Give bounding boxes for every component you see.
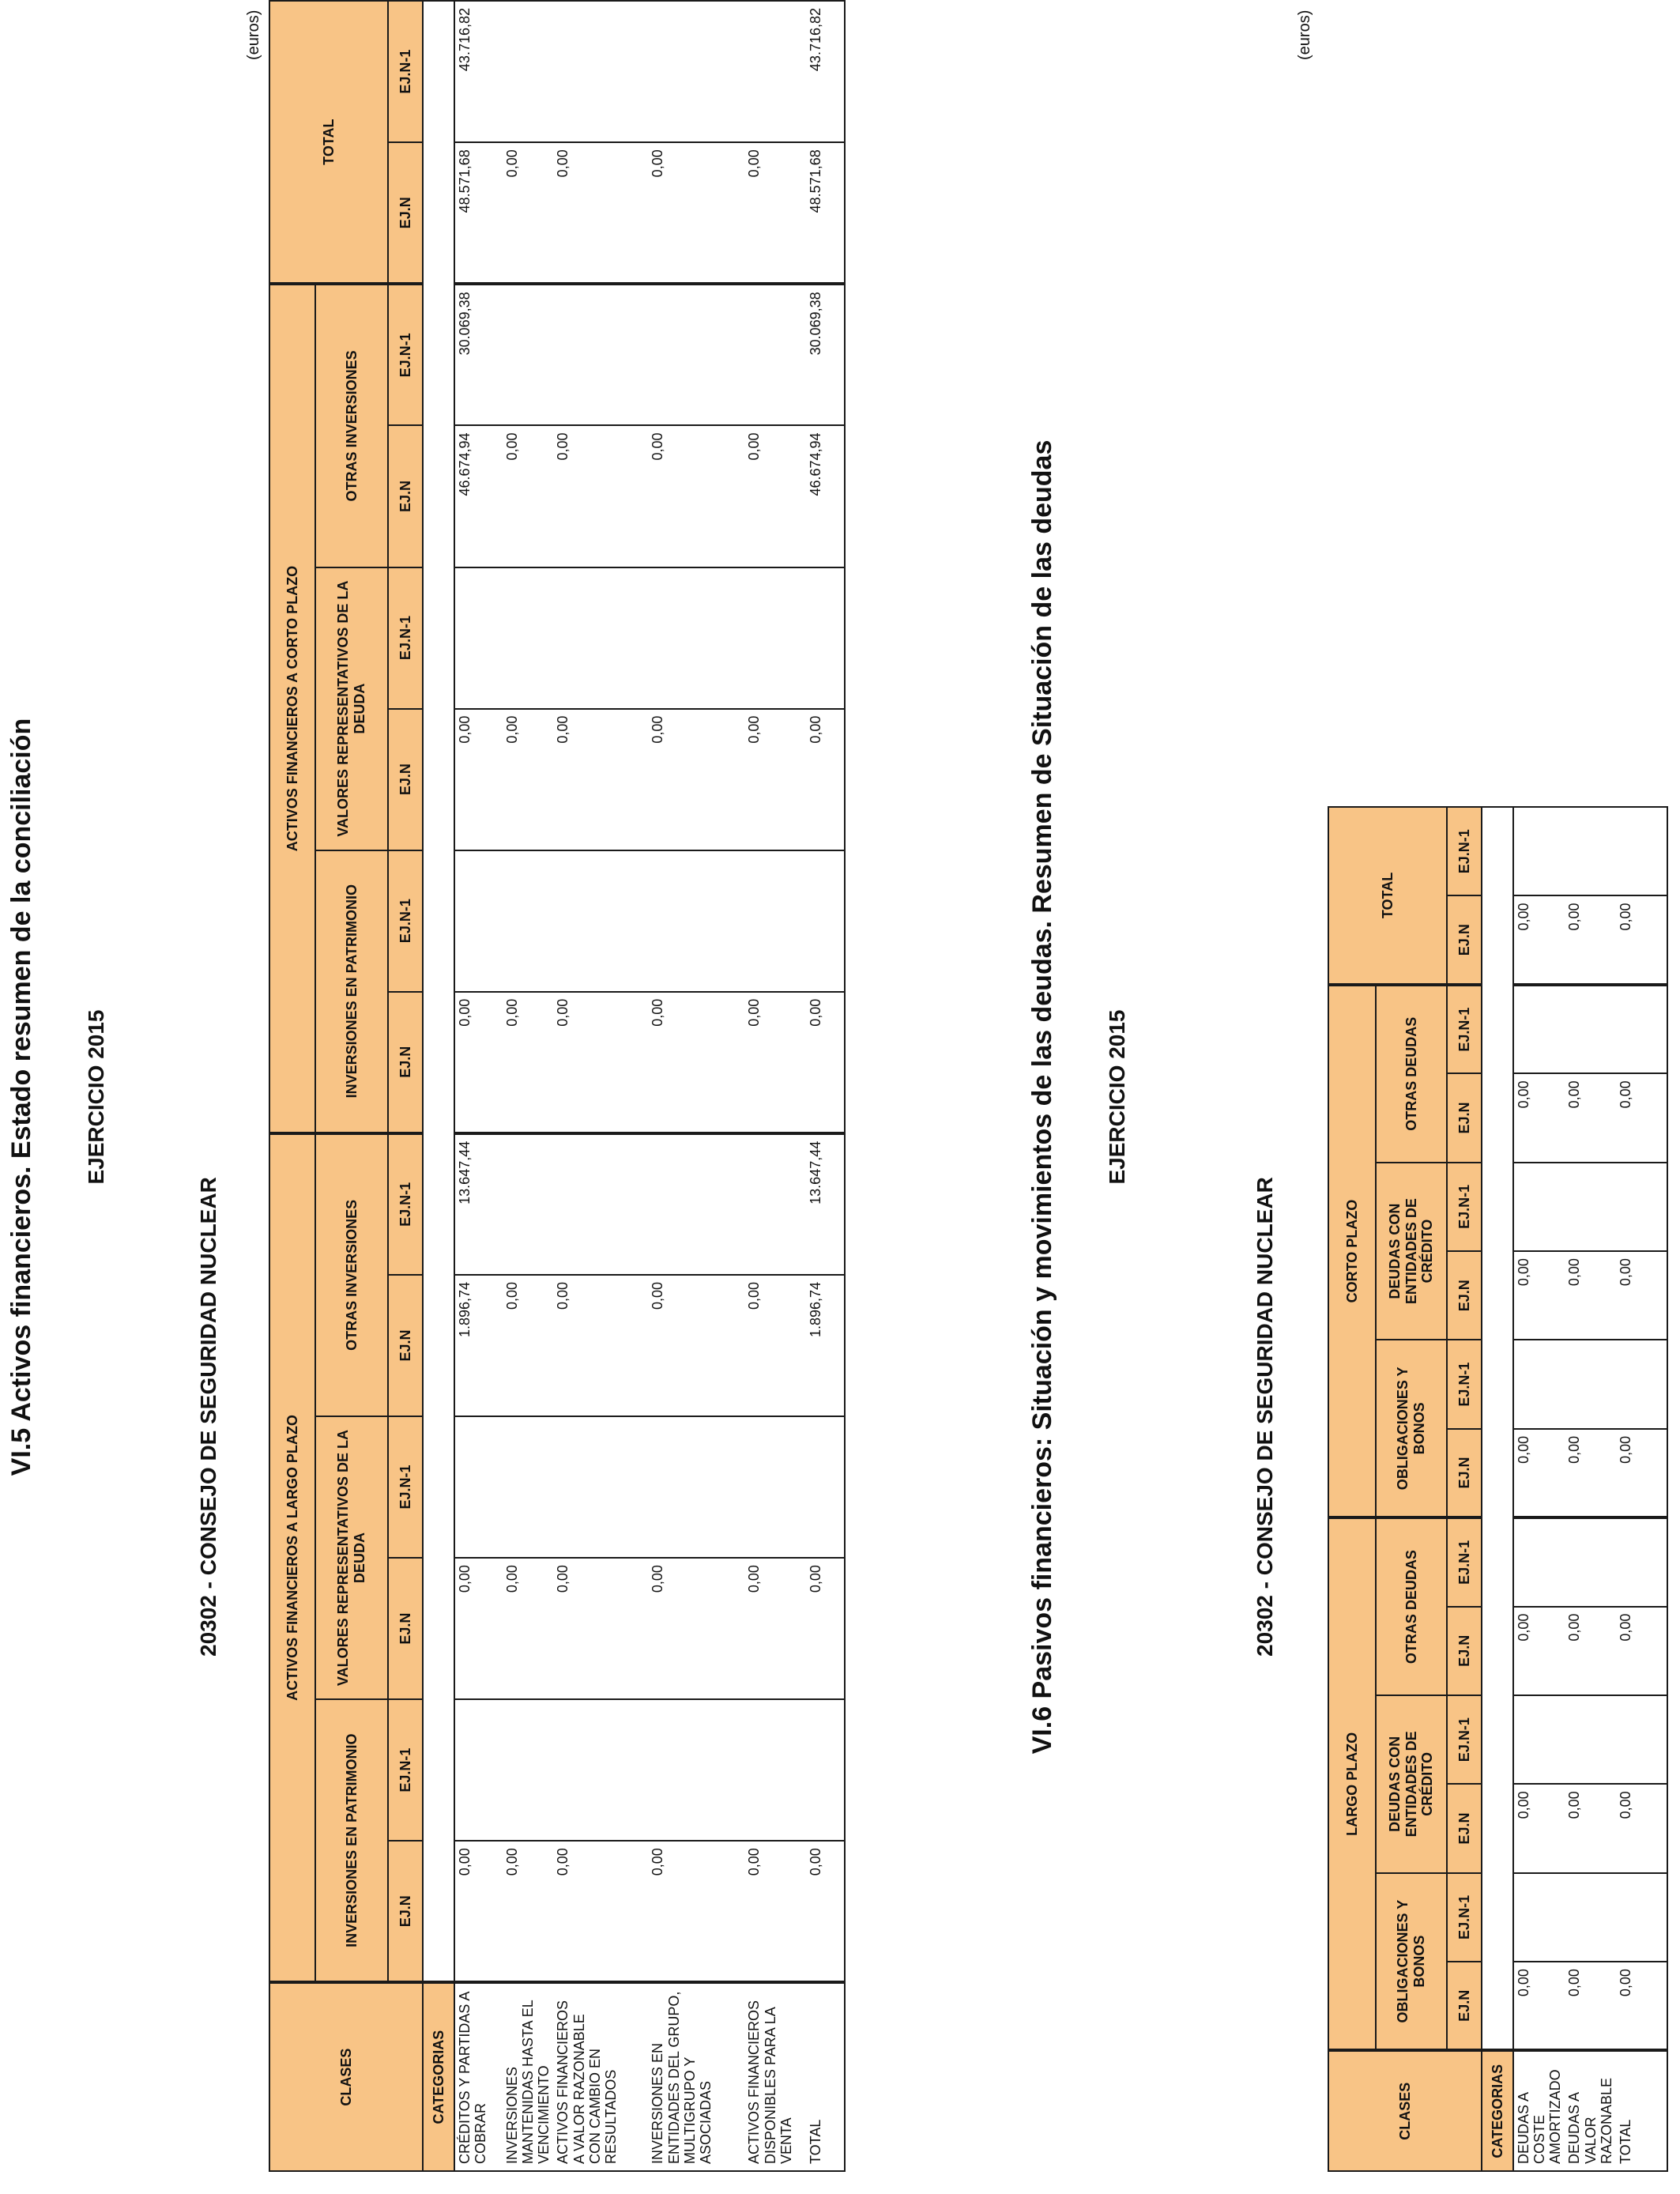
vi6-lp-group-3: OTRAS DEUDAS (1376, 1517, 1447, 1695)
value-cell: 0,00 (503, 1558, 553, 1699)
value-cell: 0,00 (744, 709, 806, 850)
value-cell: 1.896,74 (454, 1275, 503, 1416)
value-cell: 0,00 (1565, 1784, 1615, 1872)
value-cell: 0,00 (806, 992, 845, 1133)
value-cell (1565, 1695, 1615, 1784)
value-cell (503, 284, 553, 425)
vi5-categorias-header: CATEGORIAS (423, 1982, 454, 2171)
value-cell: 30.069,38 (806, 284, 845, 425)
vi6-header-spacer (1482, 807, 1513, 2050)
vi5-cp-group-1: INVERSIONES EN PATRIMONIO (315, 850, 388, 1133)
vi6-col-ejn1: EJ.N-1 (1447, 807, 1482, 896)
table-row (806, 1, 845, 2171)
value-cell (1513, 985, 1565, 1073)
value-cell (553, 1416, 648, 1558)
value-cell: 0,00 (1616, 1073, 1667, 1162)
vi6-units: (euros) (1296, 9, 1313, 60)
vi5-col-ejn1: EJ.N-1 (388, 567, 423, 709)
table-row (503, 1, 553, 2171)
value-cell: 0,00 (1616, 1607, 1667, 1695)
value-cell (1513, 1517, 1565, 1606)
value-cell (503, 567, 553, 709)
value-cell (1616, 1695, 1667, 1784)
vi6-col-ejn: EJ.N (1447, 1784, 1482, 1872)
value-cell (1513, 1695, 1565, 1784)
category-cell: TOTAL (806, 1982, 845, 2171)
vi5-lp-group-3: OTRAS INVERSIONES (315, 1133, 388, 1416)
value-cell (744, 1, 806, 142)
value-cell: 0,00 (553, 1275, 648, 1416)
category-cell: ACTIVOS FINANCIEROS DISPONIBLES PARA LA VENTA (744, 1982, 806, 2171)
value-cell: 0,00 (806, 1841, 845, 1982)
value-cell (1565, 1873, 1615, 1962)
value-cell: 0,00 (1565, 1607, 1615, 1695)
vi6-col-ejn1: EJ.N-1 (1447, 1873, 1482, 1962)
value-cell: 0,00 (648, 425, 744, 567)
value-cell (503, 1133, 553, 1275)
value-cell: 0,00 (553, 992, 648, 1133)
value-cell (806, 1699, 845, 1841)
value-cell: 0,00 (744, 425, 806, 567)
table-row (648, 1, 744, 2171)
vi6-cp-group-1: OBLIGACIONES Y BONOS (1376, 1340, 1447, 1517)
vi6-col-ejn1: EJ.N-1 (1447, 985, 1482, 1073)
value-cell (1513, 1340, 1565, 1428)
vi5-corto-plazo-header: ACTIVOS FINANCIEROS A CORTO PLAZO (269, 284, 315, 1133)
vi6-cp-group-3: OTRAS DEUDAS (1376, 985, 1447, 1163)
vi6-col-ejn1: EJ.N-1 (1447, 1517, 1482, 1606)
vi5-largo-plazo-header: ACTIVOS FINANCIEROS A LARGO PLAZO (269, 1133, 315, 1982)
vi6-entity: 20302 - CONSEJO DE SEGURIDAD NUCLEAR (1252, 1177, 1277, 1657)
vi6-col-ejn1: EJ.N-1 (1447, 1695, 1482, 1784)
category-cell: CRÉDITOS Y PARTIDAS A COBRAR (454, 1982, 503, 2171)
value-cell: 0,00 (503, 1841, 553, 1982)
vi5-col-ejn: EJ.N (388, 1275, 423, 1416)
value-cell: 0,00 (744, 1275, 806, 1416)
category-cell: INVERSIONES EN ENTIDADES DEL GRUPO, MULTIGRUPO Y ASOCIADAS (648, 1982, 744, 2171)
value-cell: 0,00 (553, 1841, 648, 1982)
vi5-col-ejn: EJ.N (388, 992, 423, 1133)
value-cell (648, 1416, 744, 1558)
value-cell (648, 284, 744, 425)
value-cell: 0,00 (1513, 1784, 1565, 1872)
value-cell (553, 1133, 648, 1275)
vi5-clases-header: CLASES (269, 1982, 423, 2171)
value-cell: 1.896,74 (806, 1275, 845, 1416)
value-cell: 0,00 (454, 709, 503, 850)
value-cell: 0,00 (1513, 1607, 1565, 1695)
value-cell (1513, 1873, 1565, 1962)
table-row (553, 1, 648, 2171)
vi5-col-ejn1: EJ.N-1 (388, 1699, 423, 1841)
vi6-ejercicio: EJERCICIO 2015 (1105, 1009, 1129, 1185)
vi6-col-ejn: EJ.N (1447, 1429, 1482, 1517)
vi5-cp-group-3: OTRAS INVERSIONES (315, 284, 388, 567)
value-cell (648, 1133, 744, 1275)
value-cell (1513, 1163, 1565, 1251)
vi6-col-ejn: EJ.N (1447, 896, 1482, 985)
value-cell: 0,00 (1616, 1251, 1667, 1340)
vi6-table-body (1513, 807, 1667, 2171)
value-cell: 0,00 (1513, 1073, 1565, 1162)
value-cell: 0,00 (503, 142, 553, 284)
value-cell (1565, 1517, 1615, 1606)
value-cell (744, 1416, 806, 1558)
value-cell: 0,00 (1565, 1429, 1615, 1517)
category-cell: TOTAL (1616, 2050, 1667, 2171)
value-cell: 0,00 (648, 1275, 744, 1416)
value-cell (553, 1699, 648, 1841)
value-cell: 0,00 (806, 1558, 845, 1699)
vi5-header-spacer (423, 1, 454, 1982)
value-cell: 0,00 (1513, 1429, 1565, 1517)
vi6-lp-group-2: DEUDAS CON ENTIDADES DE CRÉDITO (1376, 1695, 1447, 1873)
vi5-col-ejn1: EJ.N-1 (388, 284, 423, 425)
vi5-table-body (454, 1, 845, 2171)
vi5-col-ejn1: EJ.N-1 (388, 1416, 423, 1558)
value-cell (1616, 1517, 1667, 1606)
value-cell (1616, 807, 1667, 896)
value-cell: 0,00 (1513, 896, 1565, 985)
value-cell: 46.674,94 (806, 425, 845, 567)
value-cell (1616, 1873, 1667, 1962)
vi6-lp-group-1: OBLIGACIONES Y BONOS (1376, 1873, 1447, 2051)
value-cell: 0,00 (1616, 1429, 1667, 1517)
vi6-title: VI.6 Pasivos financieros: Situación y movimientos de las deudas. Resumen de Situación de las deudas (1027, 439, 1057, 1755)
value-cell (744, 1133, 806, 1275)
value-cell: 0,00 (806, 709, 845, 850)
value-cell (553, 284, 648, 425)
vi6-largo-plazo-header: LARGO PLAZO (1328, 1517, 1376, 2050)
value-cell: 0,00 (503, 1275, 553, 1416)
value-cell (1616, 985, 1667, 1073)
value-cell: 0,00 (648, 1558, 744, 1699)
value-cell: 0,00 (1616, 896, 1667, 985)
value-cell: 0,00 (1565, 896, 1615, 985)
value-cell: 0,00 (744, 142, 806, 284)
category-cell: DEUDAS A VALOR RAZONABLE (1565, 2050, 1615, 2171)
value-cell (1616, 1163, 1667, 1251)
vi5-lp-group-2: VALORES REPRESENTATIVOS DE LA DEUDA (315, 1416, 388, 1699)
value-cell (503, 1416, 553, 1558)
value-cell (553, 850, 648, 992)
vi5-col-ejn: EJ.N (388, 709, 423, 850)
vi5-total-header: TOTAL (269, 1, 388, 284)
vi6-col-ejn1: EJ.N-1 (1447, 1163, 1482, 1251)
value-cell (744, 1699, 806, 1841)
vi5-table (269, 0, 846, 2172)
vi6-clases-header: CLASES (1328, 2050, 1482, 2171)
value-cell: 0,00 (1565, 1251, 1615, 1340)
value-cell (454, 567, 503, 709)
value-cell: 48.571,68 (454, 142, 503, 284)
value-cell: 43.716,82 (806, 1, 845, 142)
value-cell: 0,00 (503, 709, 553, 850)
value-cell: 43.716,82 (454, 1, 503, 142)
value-cell (648, 1699, 744, 1841)
vi6-cp-group-2: DEUDAS CON ENTIDADES DE CRÉDITO (1376, 1163, 1447, 1340)
value-cell: 13.647,44 (806, 1133, 845, 1275)
vi6-total-header: TOTAL (1328, 807, 1447, 985)
value-cell: 0,00 (1565, 1962, 1615, 2050)
value-cell: 0,00 (648, 992, 744, 1133)
value-cell (454, 1416, 503, 1558)
value-cell: 0,00 (744, 992, 806, 1133)
value-cell: 0,00 (454, 1841, 503, 1982)
value-cell (503, 850, 553, 992)
value-cell (454, 850, 503, 992)
table-row (1616, 807, 1667, 2171)
value-cell: 0,00 (553, 709, 648, 850)
vi6-corto-plazo-header: CORTO PLAZO (1328, 985, 1376, 1517)
value-cell: 0,00 (503, 992, 553, 1133)
vi5-col-ejn1: EJ.N-1 (388, 1, 423, 142)
value-cell: 0,00 (553, 1558, 648, 1699)
value-cell: 30.069,38 (454, 284, 503, 425)
table-row (1513, 807, 1565, 2171)
value-cell (1565, 807, 1615, 896)
vi6-table (1328, 806, 1668, 2172)
value-cell (806, 567, 845, 709)
value-cell (503, 1699, 553, 1841)
vi5-title: VI.5 Activos financieros. Estado resumen de la conciliación (6, 718, 36, 1476)
category-cell: DEUDAS A COSTE AMORTIZADO (1513, 2050, 1565, 2171)
value-cell (1565, 1163, 1615, 1251)
value-cell (553, 1, 648, 142)
value-cell (1513, 807, 1565, 896)
value-cell (553, 567, 648, 709)
vi5-col-ejn: EJ.N (388, 425, 423, 567)
value-cell: 0,00 (553, 425, 648, 567)
value-cell: 48.571,68 (806, 142, 845, 284)
value-cell (648, 567, 744, 709)
value-cell (648, 1, 744, 142)
value-cell: 13.647,44 (454, 1133, 503, 1275)
value-cell: 0,00 (553, 142, 648, 284)
vi5-col-ejn: EJ.N (388, 1841, 423, 1982)
value-cell (806, 850, 845, 992)
vi5-ejercicio: EJERCICIO 2015 (84, 1009, 108, 1185)
value-cell: 0,00 (1565, 1073, 1615, 1162)
vi5-col-ejn1: EJ.N-1 (388, 1133, 423, 1275)
value-cell: 0,00 (648, 1841, 744, 1982)
value-cell (744, 284, 806, 425)
value-cell: 0,00 (744, 1558, 806, 1699)
value-cell (744, 850, 806, 992)
vi5-col-ejn: EJ.N (388, 142, 423, 284)
vi6-col-ejn1: EJ.N-1 (1447, 1340, 1482, 1428)
value-cell: 0,00 (1513, 1962, 1565, 2050)
table-row (454, 1, 503, 2171)
vi6-col-ejn: EJ.N (1447, 1073, 1482, 1162)
value-cell: 0,00 (503, 425, 553, 567)
value-cell: 0,00 (454, 1558, 503, 1699)
value-cell: 0,00 (648, 709, 744, 850)
value-cell (1565, 985, 1615, 1073)
category-cell: ACTIVOS FINANCIEROS A VALOR RAZONABLE CON CAMBIO EN RESULTADOS (553, 1982, 648, 2171)
value-cell: 0,00 (1616, 1784, 1667, 1872)
vi5-col-ejn: EJ.N (388, 1558, 423, 1699)
category-cell: INVERSIONES MANTENIDAS HASTA EL VENCIMIENTO (503, 1982, 553, 2171)
vi5-cp-group-2: VALORES REPRESENTATIVOS DE LA DEUDA (315, 567, 388, 850)
value-cell: 0,00 (1616, 1962, 1667, 2050)
value-cell (806, 1416, 845, 1558)
value-cell (648, 850, 744, 992)
vi5-lp-group-1: INVERSIONES EN PATRIMONIO (315, 1699, 388, 1982)
value-cell: 46.674,94 (454, 425, 503, 567)
value-cell (744, 567, 806, 709)
vi5-units: (euros) (245, 9, 262, 60)
value-cell (454, 1699, 503, 1841)
vi6-col-ejn: EJ.N (1447, 1607, 1482, 1695)
vi5-col-ejn1: EJ.N-1 (388, 850, 423, 992)
value-cell: 0,00 (744, 1841, 806, 1982)
value-cell: 0,00 (1513, 1251, 1565, 1340)
vi5-entity: 20302 - CONSEJO DE SEGURIDAD NUCLEAR (196, 1177, 220, 1657)
value-cell (503, 1, 553, 142)
value-cell: 0,00 (454, 992, 503, 1133)
vi6-categorias-header: CATEGORIAS (1482, 2050, 1513, 2171)
value-cell (1616, 1340, 1667, 1428)
vi6-col-ejn: EJ.N (1447, 1962, 1482, 2050)
value-cell (1565, 1340, 1615, 1428)
vi6-col-ejn: EJ.N (1447, 1251, 1482, 1340)
table-row (1565, 807, 1615, 2171)
table-row (744, 1, 806, 2171)
value-cell: 0,00 (648, 142, 744, 284)
